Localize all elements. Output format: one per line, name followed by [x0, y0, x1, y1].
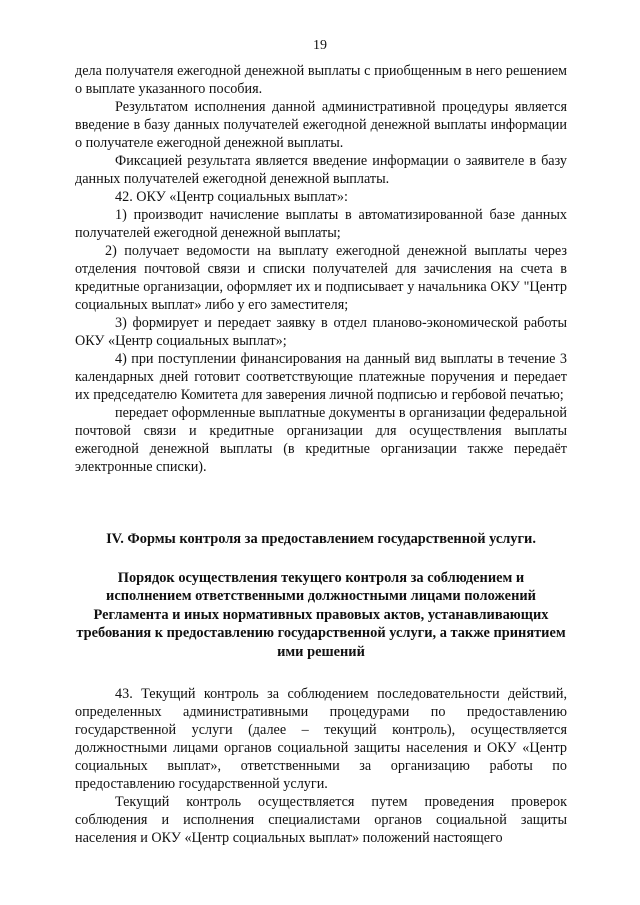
paragraph-subitem-4: 4) при поступлении финансирования на данный вид выплаты в течение 3 календарных дней готовит соответствующие платежные поручения и передает их председателю Комитета для заверения личной подписью и гербовой печатью; — [75, 351, 567, 403]
subsection-heading: Порядок осуществления текущего контроля за соблюдением и исполнением ответственными должностными лицами положений Регламента и иных нормативных правовых актов, устанавливающих требования к предоставлению государственной услуги, а также принятием ими решений — [76, 569, 566, 660]
paragraph-subitem-1: 1) производит начисление выплаты в автоматизированной базе данных получателей ежегодной денежной выплаты; — [75, 207, 567, 241]
paragraph-item-42: 42. ОКУ «Центр социальных выплат»: — [115, 189, 348, 205]
paragraph-transfer-documents: передает оформленные выплатные документы в организации федеральной почтовой связи и кредитные организации для осуществления выплаты ежегодной денежной выплаты (в кредитные организации также передаёт электронные списки). — [75, 405, 568, 475]
paragraph-continuation: дела получателя ежегодной денежной выплаты с приобщенным в него решением о выплате указанного пособия. — [75, 63, 567, 97]
document-body — [75, 62, 567, 847]
paragraph-result: Результатом исполнения данной административной процедуры является введение в базу данных получателей ежегодной денежной выплаты информации о получателе ежегодной денежной выплаты. — [75, 99, 567, 151]
paragraph-subitem-3: 3) формирует и передает заявку в отдел планово-экономической работы ОКУ «Центр социальных выплат»; — [75, 315, 567, 349]
page-number: 19 — [313, 38, 327, 53]
section-heading: IV. Формы контроля за предоставлением государственной услуги. — [106, 531, 536, 547]
paragraph-item-43: 43. Текущий контроль за соблюдением последовательности действий, определенных административными процедурами по предоставлению государственной услуги (далее – текущий контроль), осуществляется должностными лицами органов социальной защиты населения и ОКУ «Центр социальных выплат», ответственными за организацию работы по предоставлению государственной услуги. — [75, 686, 567, 792]
paragraph-subitem-2: 2) получает ведомости на выплату ежегодной денежной выплаты через отделения почтовой связи и списки получателей для зачисления на счета в кредитные организации, оформляет их и подписывает у начальника ОКУ "Центр социальных выплат» либо у его заместителя; — [75, 243, 567, 313]
paragraph-current-control: Текущий контроль осуществляется путем проведения проверок соблюдения и исполнения специалистами органов социальной защиты населения и ОКУ «Центр социальных выплат» положений настоящего — [75, 794, 567, 846]
paragraph-fixation: Фиксацией результата является введение информации о заявителе в базу данных получателей ежегодной денежной выплаты. — [75, 153, 567, 187]
